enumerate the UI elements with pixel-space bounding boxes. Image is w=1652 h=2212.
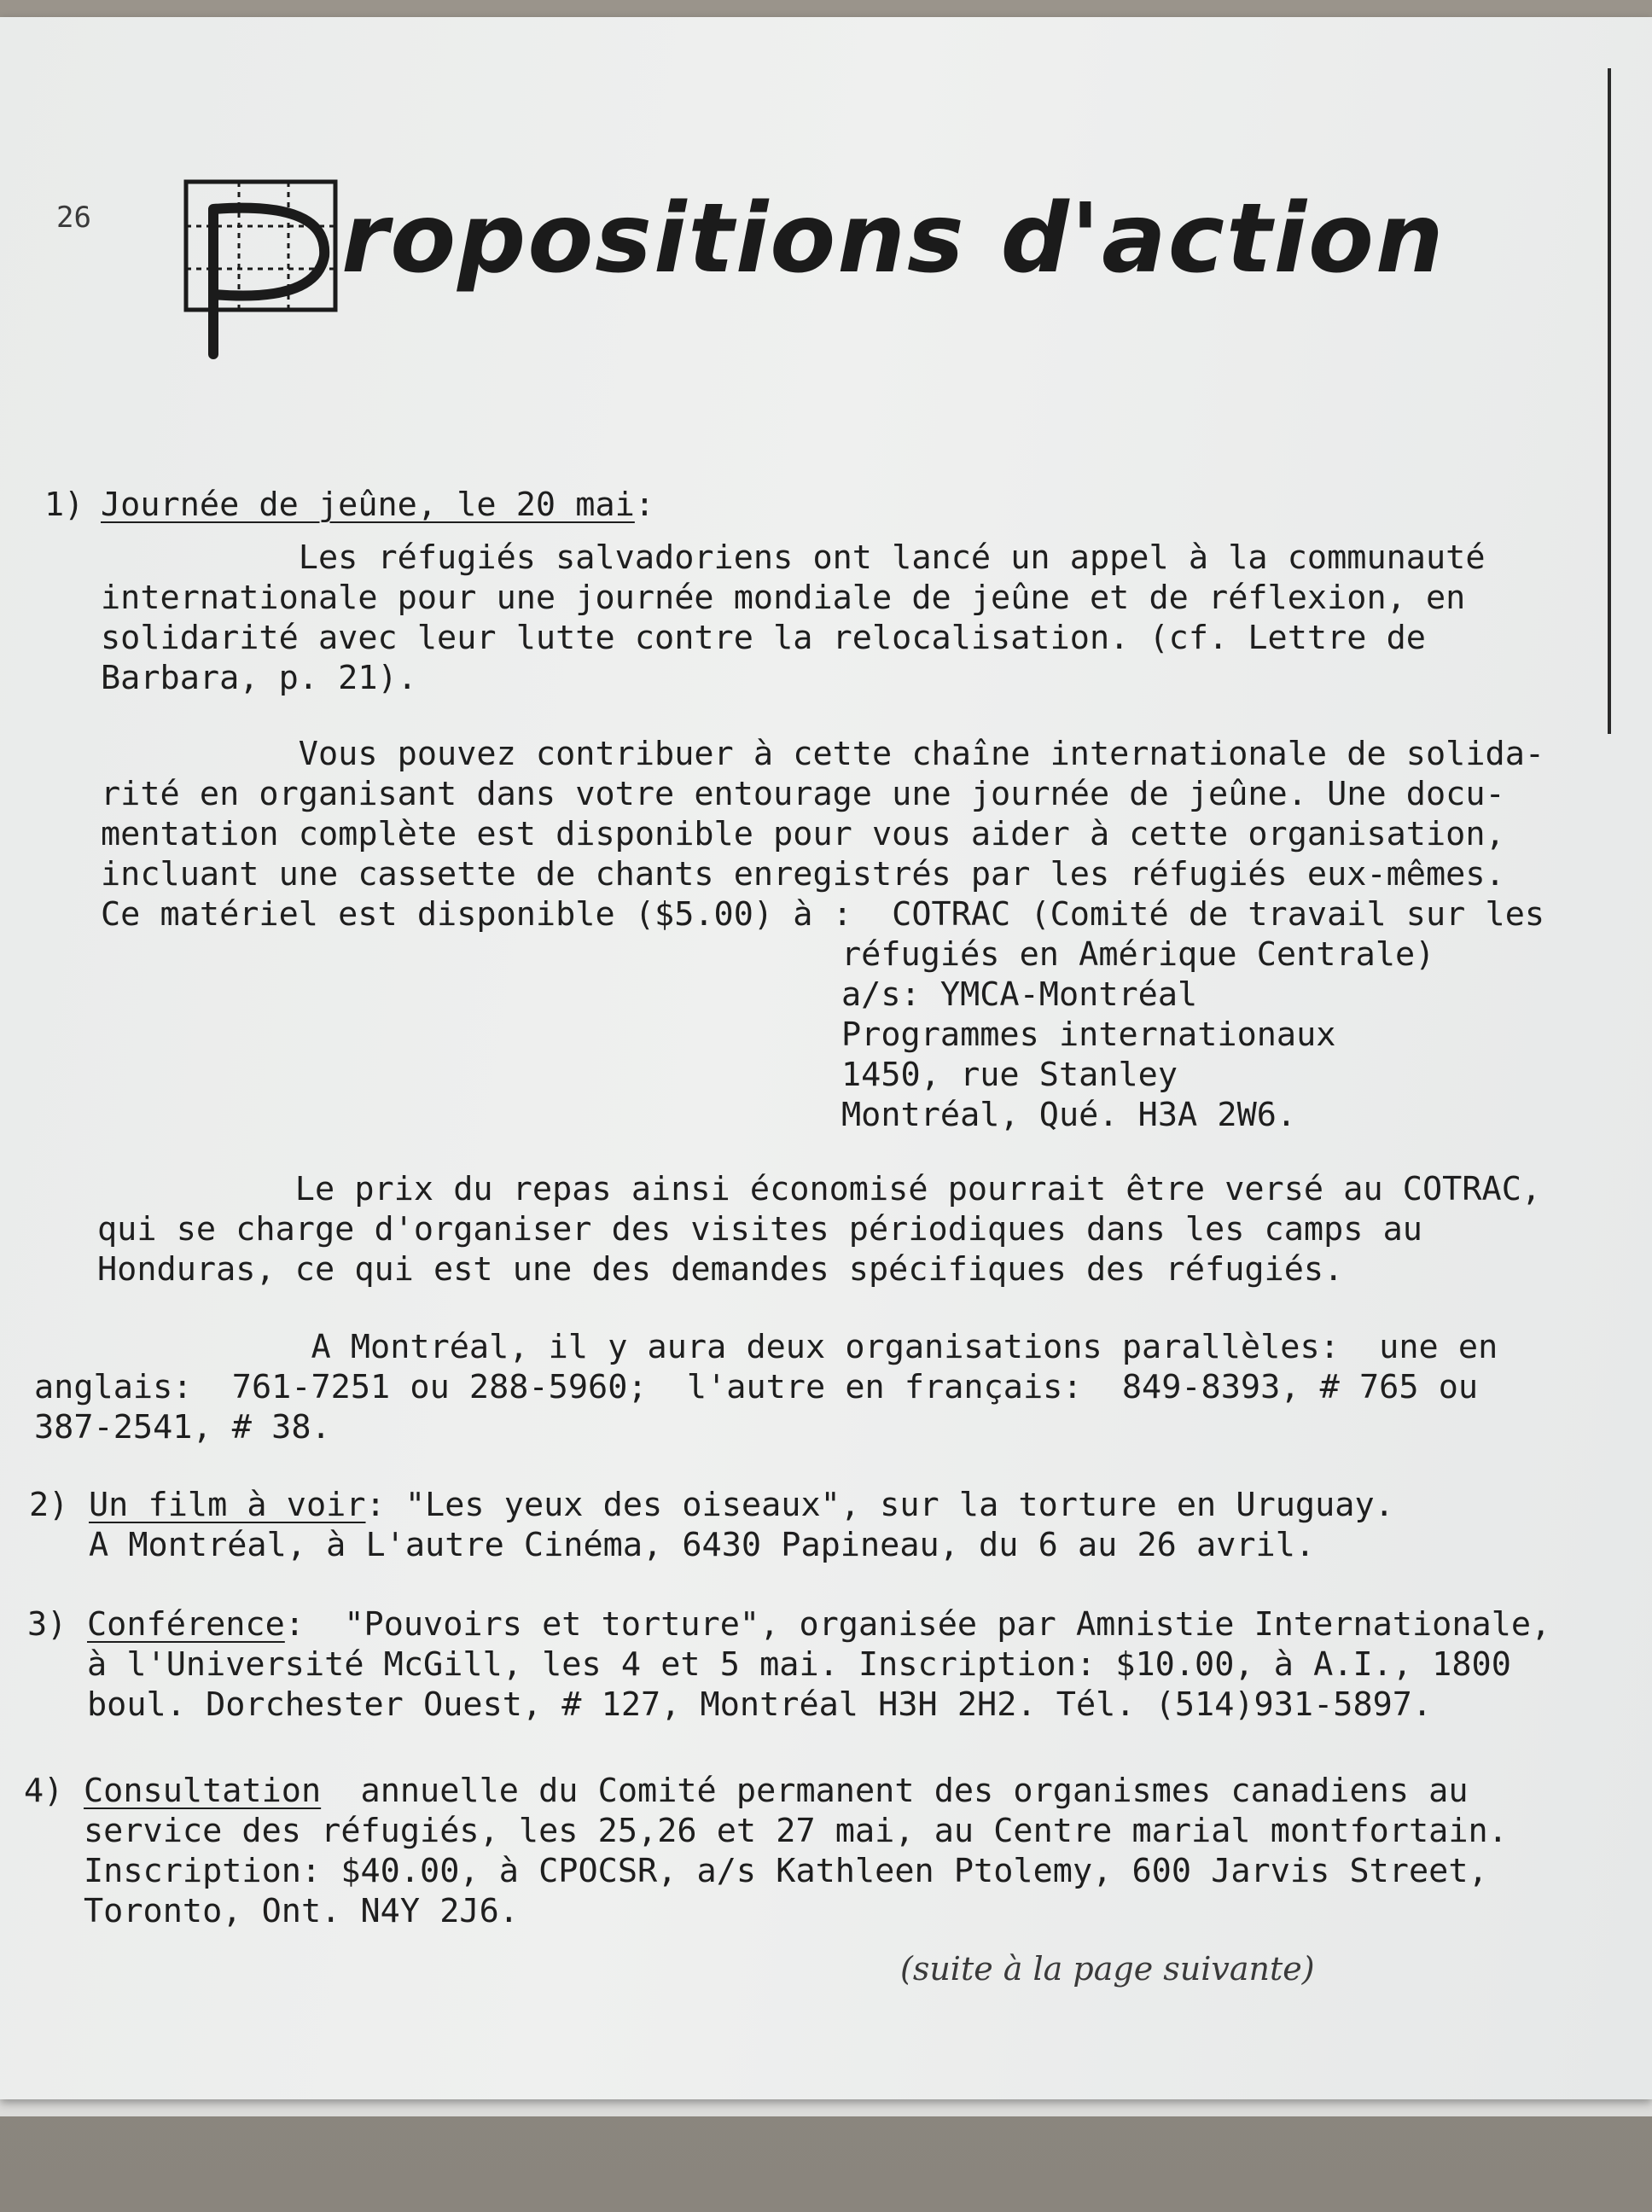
address-line: 1450, rue Stanley: [841, 1056, 1178, 1094]
text-line: service des réfugiés, les 25,26 et 27 mai, au Centre marial montfortain.: [84, 1812, 1508, 1850]
item-3-heading: Conférence: [87, 1605, 285, 1644]
item-4-rest: annuelle du Comité permanent des organismes canadiens au: [321, 1772, 1469, 1810]
item-4-heading: Consultation: [84, 1772, 322, 1810]
item-3-heading-line: [87, 1604, 1550, 1644]
text-line: Barbara, p. 21).: [101, 659, 417, 697]
text-line: Ce matériel est disponible ($5.00) à : COTRAC (Comité de travail sur les: [101, 895, 1545, 934]
text-line: Les réfugiés salvadoriens ont lancé un appel à la communauté: [101, 538, 1486, 577]
item-2-number: 2): [29, 1486, 69, 1524]
item-4-number: 4): [24, 1772, 64, 1810]
continued-note: (suite à la page suivante): [900, 1950, 1315, 1988]
text-line: mentation complète est disponible pour vous aider à cette organisation,: [101, 815, 1505, 853]
document-page: [0, 17, 1652, 2099]
item-4-heading-line: [84, 1771, 1469, 1811]
text-line: Honduras, ce qui est une des demandes spécifiques des réfugiés.: [97, 1250, 1344, 1289]
text-line: internationale pour une journée mondiale de jeûne et de réflexion, en: [101, 579, 1466, 617]
item-3-rest: : "Pouvoirs et torture", organisée par Amnistie Internationale,: [284, 1605, 1551, 1644]
text-line: incluant une cassette de chants enregistrés par les réfugiés eux-mêmes.: [101, 855, 1505, 894]
item-1-heading-line: [101, 485, 654, 525]
text-line: Toronto, Ont. N4Y 2J6.: [84, 1892, 519, 1930]
text-line: boul. Dorchester Ouest, # 127, Montréal H3H 2H2. Tél. (514)931-5897.: [87, 1685, 1433, 1724]
address-line: réfugiés en Amérique Centrale): [841, 935, 1435, 974]
item-2-rest: : "Les yeux des oiseaux", sur la torture en Uruguay.: [365, 1486, 1394, 1524]
item-2-heading: Un film à voir: [89, 1486, 366, 1524]
address-line: Montréal, Qué. H3A 2W6.: [841, 1096, 1297, 1134]
text-line: anglais: 761-7251 ou 288-5960; l'autre en français: 849-8393, # 765 ou: [34, 1368, 1479, 1406]
text-line: A Montréal, il y aura deux organisations parallèles: une en: [34, 1328, 1498, 1366]
item-1-heading: Journée de jeûne, le 20 mai: [101, 486, 635, 524]
item-1-heading-suffix: :: [634, 486, 655, 524]
document-body: [0, 17, 1652, 1942]
address-line: a/s: YMCA-Montréal: [841, 975, 1198, 1014]
text-line: A Montréal, à L'autre Cinéma, 6430 Papineau, du 6 au 26 avril.: [89, 1526, 1316, 1564]
item-2-heading-line: [89, 1485, 1394, 1525]
address-line: Programmes internationaux: [841, 1016, 1336, 1054]
text-line: rité en organisant dans votre entourage une journée de jeûne. Une docu-: [101, 775, 1505, 813]
item-1-number: 1): [44, 486, 84, 524]
text-line: 387-2541, # 38.: [34, 1408, 331, 1447]
text-line: Vous pouvez contribuer à cette chaîne internationale de solida-: [101, 735, 1545, 773]
text-line: qui se charge d'organiser des visites périodiques dans les camps au: [97, 1210, 1422, 1249]
item-3-number: 3): [27, 1605, 67, 1644]
text-line: solidarité avec leur lutte contre la relocalisation. (cf. Lettre de: [101, 619, 1426, 657]
page-number: 26: [56, 201, 91, 235]
text-line: à l'Université McGill, les 4 et 5 mai. Inscription: $10.00, à A.I., 1800: [87, 1645, 1511, 1684]
text-line: Inscription: $40.00, à CPOCSR, a/s Kathleen Ptolemy, 600 Jarvis Street,: [84, 1852, 1488, 1890]
text-line: Le prix du repas ainsi économisé pourrait être versé au COTRAC,: [97, 1170, 1542, 1208]
page-title: ropositions d'action: [341, 183, 1446, 294]
